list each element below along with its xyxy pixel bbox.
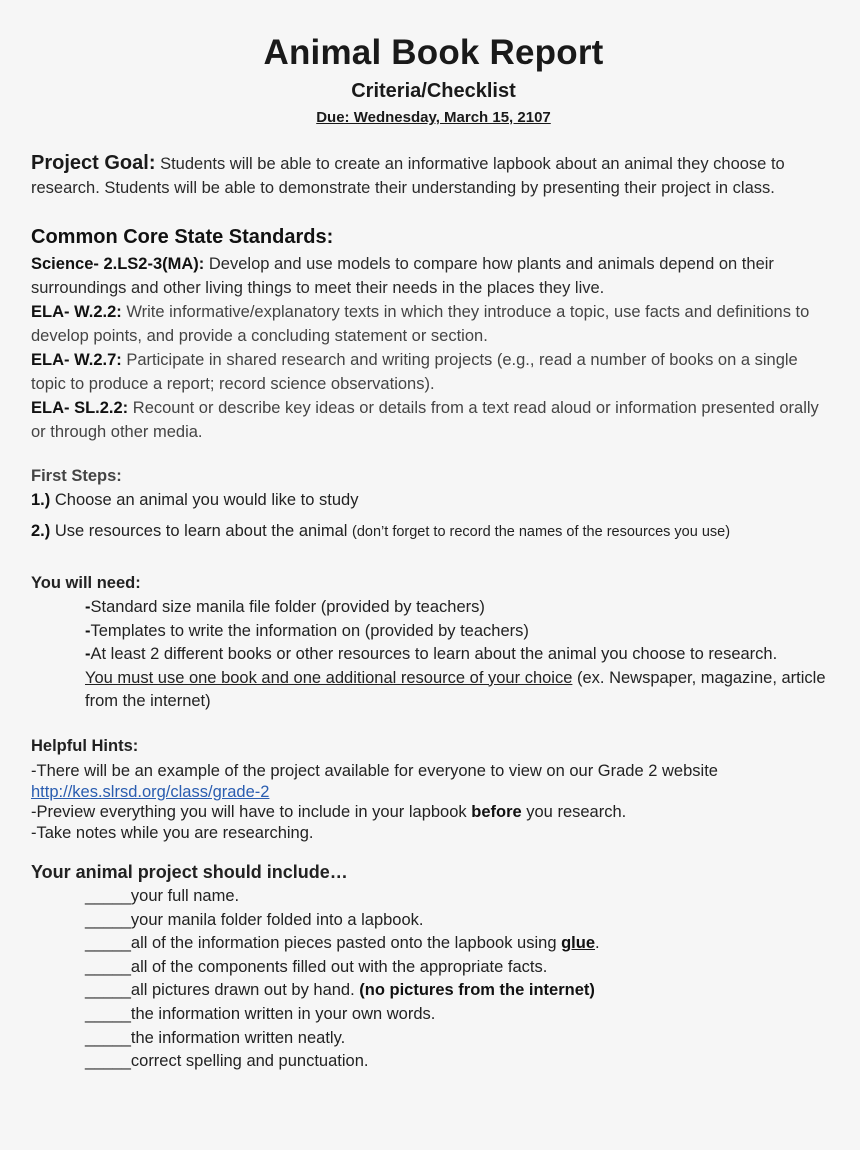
standard-text: Develop and use models to compare how plants and animals depend on their surroundings and other living things to meet their needs in the places they live. [31, 255, 774, 297]
standard-code: ELA- W.2.7: [31, 351, 122, 369]
standard-text: Participate in shared research and writing projects (e.g., read a number of books on a single topic to produce a report; record science observations). [31, 351, 798, 393]
checklist-item: _____your manila folder folded into a lapbook. [85, 910, 424, 929]
list-item: -Templates to write the information on (provided by teachers) [85, 621, 529, 640]
standard-code: ELA- SL.2.2: [31, 399, 129, 417]
you-will-need-heading: You will need: [31, 574, 141, 592]
checklist-item: _____the information written in your own words. [85, 1004, 436, 1023]
standard-item [31, 300, 836, 348]
project-goal-heading: Project Goal: [31, 152, 156, 174]
checklist-item: _____all pictures drawn out by hand. (no pictures from the internet) [85, 981, 595, 1000]
project-goal [31, 151, 836, 200]
page-subtitle: Criteria/Checklist [351, 80, 516, 102]
hint-line: -There will be an example of the project available for everyone to view on our Grade 2 website [31, 762, 718, 780]
standard-code: Science- 2.LS2-3(MA): [31, 255, 205, 273]
list-item: -At least 2 different books or other resources to learn about the animal you choose to research. [85, 645, 778, 663]
first-step-1: 1.) Choose an animal you would like to study [31, 491, 359, 509]
list-item: You must use one book and one additional resource of your choice (ex. Newspaper, magazine, article from the internet) [85, 668, 826, 710]
checklist-item: _____correct spelling and punctuation. [85, 1052, 369, 1071]
checklist [85, 885, 845, 1074]
first-step-2-note: (don’t forget to record the names of the resources you use) [352, 524, 731, 540]
helpful-hints-heading: Helpful Hints: [31, 737, 139, 755]
hint-line: -Preview everything you will have to include in your lapbook before you research. [31, 803, 627, 821]
hint-line: -Take notes while you are researching. [31, 823, 314, 842]
standard-text: Write informative/explanatory texts in which they introduce a topic, use facts and definitions to develop points, and provide a concluding statement or section. [31, 303, 810, 345]
standard-item [31, 348, 836, 396]
checklist-item: _____the information written neatly. [85, 1028, 346, 1047]
first-step-2: 2.) Use resources to learn about the animal (don’t forget to record the names of the resources you use) [31, 522, 731, 540]
helpful-hints-list [31, 761, 836, 843]
page-title: Animal Book Report [263, 33, 604, 72]
standards-list [31, 252, 836, 444]
include-heading: Your animal project should include… [31, 862, 348, 882]
standard-item [31, 396, 836, 444]
you-will-need-list [85, 596, 845, 714]
project-goal-text: Students will be able to create an informative lapbook about an animal they choose to research. Students will be able to demonstrate their understanding by presenting their project in class. [31, 155, 785, 197]
standard-code: ELA- W.2.2: [31, 303, 122, 321]
standard-item [31, 252, 836, 300]
list-item: -Standard size manila file folder (provided by teachers) [85, 598, 485, 616]
due-date: Due: Wednesday, March 15, 2107 [316, 109, 551, 126]
standards-heading: Common Core State Standards: [31, 226, 334, 248]
first-steps-heading: First Steps: [31, 467, 122, 485]
grade-2-website-link[interactable]: http://kes.slrsd.org/class/grade-2 [31, 782, 270, 801]
checklist-item: _____all of the information pieces pasted onto the lapbook using glue. [85, 934, 600, 953]
standard-text: Recount or describe key ideas or details from a text read aloud or information presented orally or through other media. [31, 399, 819, 441]
checklist-item: _____all of the components filled out with the appropriate facts. [85, 957, 548, 976]
checklist-item: _____your full name. [85, 887, 240, 905]
